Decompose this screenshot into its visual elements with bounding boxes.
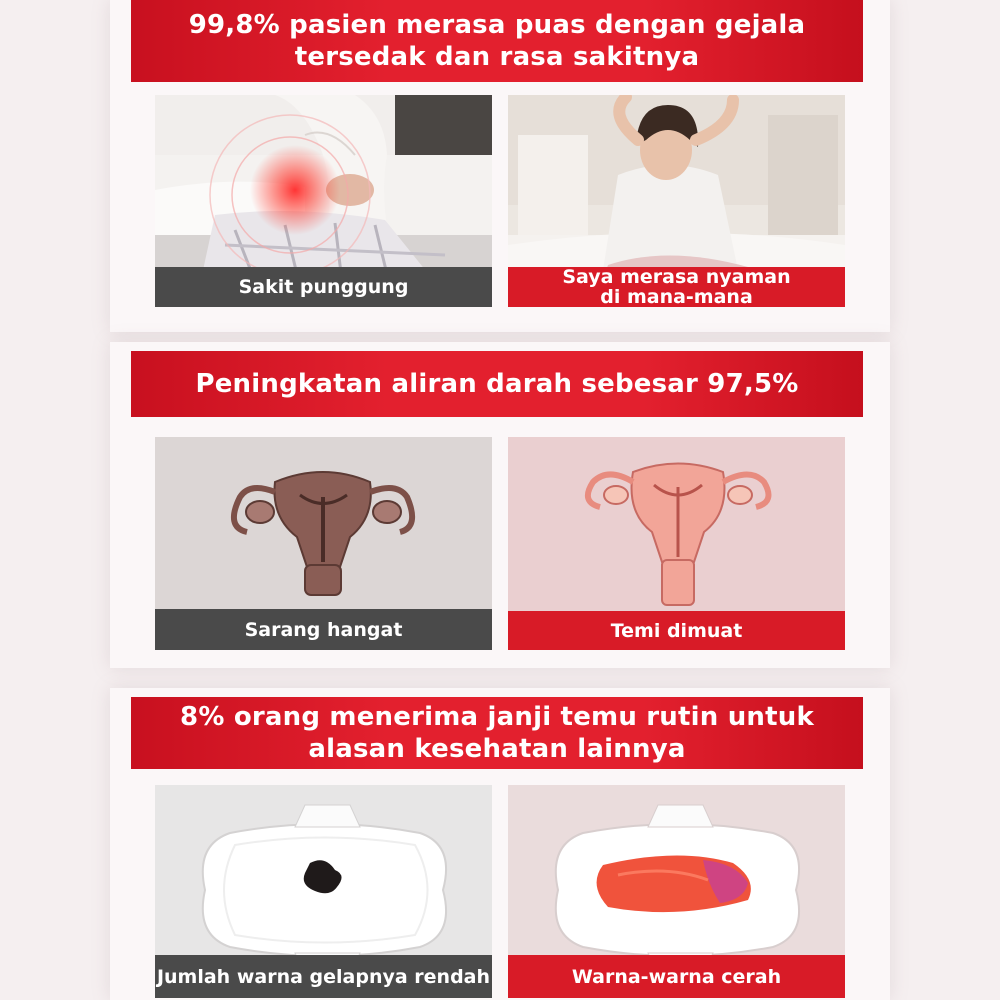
pad-dark-stain bbox=[155, 785, 492, 998]
dark-uterus-illustration bbox=[155, 437, 492, 650]
section-3-banner-line-2: alasan kesehatan lainnya bbox=[308, 734, 686, 764]
section-1-banner-line-2: tersedak dan rasa sakitnya bbox=[294, 42, 700, 72]
temi-caption-text: Temi dimuat bbox=[610, 619, 743, 642]
bright-color-caption-text: Warna-warna cerah bbox=[571, 965, 782, 988]
pink-uterus-illustration bbox=[508, 437, 845, 650]
section-2-banner-text: Peningkatan aliran darah sebesar 97,5% bbox=[195, 369, 799, 399]
comfortable-woman-photo bbox=[508, 95, 845, 307]
comfortable-caption-line-2: di mana-mana bbox=[600, 286, 753, 307]
bright-color-caption bbox=[508, 955, 845, 998]
comfortable-caption bbox=[508, 267, 845, 307]
warm-nest-caption-text: Sarang hangat bbox=[244, 618, 403, 641]
section-1-banner-line-1: 99,8% pasien merasa puas dengan gejala bbox=[188, 10, 806, 40]
pad-bright-stain bbox=[508, 785, 845, 998]
warm-nest-caption bbox=[155, 609, 492, 650]
section-3-banner-line-1: 8% orang menerima janji temu rutin untuk bbox=[180, 702, 814, 732]
dark-color-caption bbox=[155, 955, 492, 998]
section-1-banner bbox=[131, 0, 863, 82]
section-2-banner bbox=[131, 351, 863, 417]
back-pain-caption-text: Sakit punggung bbox=[238, 276, 409, 298]
back-pain-caption bbox=[155, 267, 492, 307]
dark-color-caption-text: Jumlah warna gelapnya rendah bbox=[156, 965, 491, 988]
comfortable-caption-line-1: Saya merasa nyaman bbox=[562, 266, 791, 288]
temi-caption bbox=[508, 611, 845, 650]
section-3-banner bbox=[131, 697, 863, 769]
back-pain-photo bbox=[155, 95, 492, 307]
